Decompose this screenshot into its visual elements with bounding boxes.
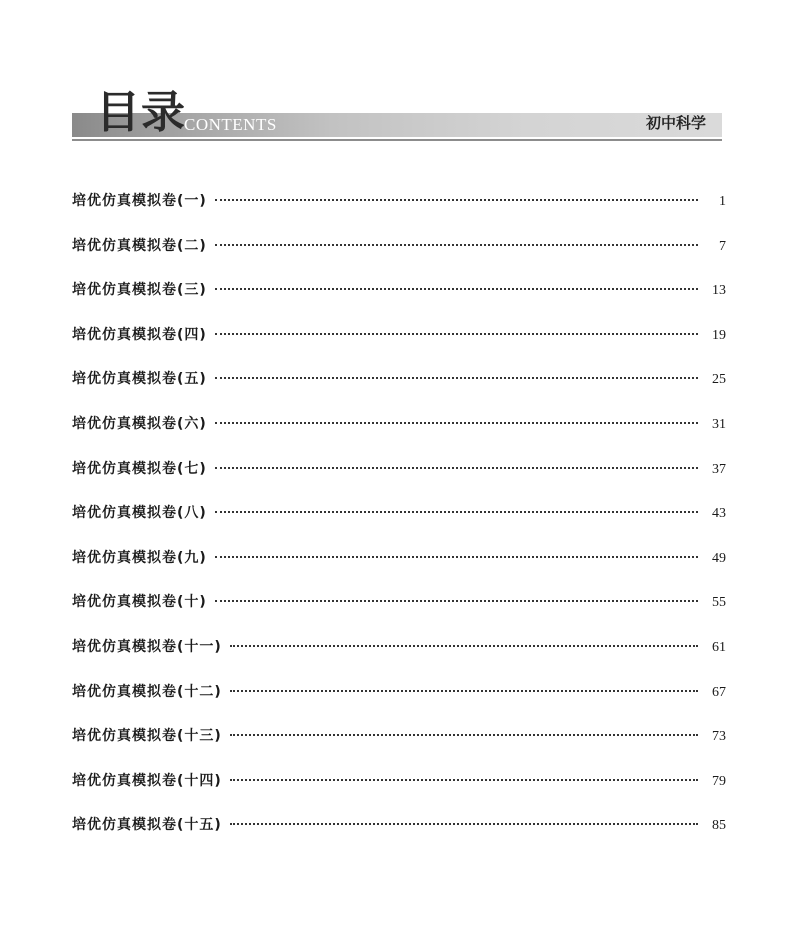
toc-entry[interactable]: [72, 681, 726, 726]
toc-entry[interactable]: [72, 547, 726, 592]
toc-entry[interactable]: [72, 814, 726, 859]
toc-entry-title: 培优仿真模拟卷(十一): [72, 638, 222, 655]
toc-entry-page: 31: [712, 416, 726, 432]
toc-entry-page: 25: [712, 372, 726, 388]
toc-entry[interactable]: [72, 324, 726, 369]
toc-entry-title: 培优仿真模拟卷(三): [72, 282, 207, 299]
toc-entry-title: 培优仿真模拟卷(十三): [72, 728, 222, 745]
toc-entry-page: 37: [712, 461, 726, 477]
toc-leader-dots: [215, 422, 698, 424]
toc-leader-dots: [215, 600, 698, 602]
toc-entry-title: 培优仿真模拟卷(六): [72, 415, 207, 432]
toc-leader-dots: [215, 199, 698, 201]
toc-entry-title: 培优仿真模拟卷(十五): [72, 817, 222, 834]
toc-entry-page: 79: [712, 773, 726, 789]
toc-entry-page: 49: [712, 550, 726, 566]
page-title: 目录: [96, 87, 186, 138]
toc-leader-dots: [215, 556, 698, 558]
toc-entry[interactable]: [72, 591, 726, 636]
subject-tag: 初中科学: [645, 114, 706, 132]
toc-entry-page: 61: [712, 639, 726, 655]
toc-leader-dots: [230, 734, 698, 736]
table-of-contents: [72, 190, 726, 859]
toc-entry[interactable]: [72, 725, 726, 770]
toc-leader-dots: [215, 511, 698, 513]
toc-entry-title: 培优仿真模拟卷(九): [72, 549, 207, 566]
toc-entry-title: 培优仿真模拟卷(七): [72, 460, 207, 477]
toc-entry-title: 培优仿真模拟卷(十四): [72, 772, 222, 789]
page-subtitle: CONTENTS: [184, 115, 277, 134]
toc-entry[interactable]: [72, 368, 726, 413]
header-rule: [72, 139, 722, 141]
toc-entry[interactable]: [72, 413, 726, 458]
toc-leader-dots: [230, 645, 698, 647]
toc-leader-dots: [230, 779, 698, 781]
toc-entry-page: 67: [712, 684, 726, 700]
toc-leader-dots: [215, 467, 698, 469]
toc-leader-dots: [215, 244, 698, 246]
toc-leader-dots: [215, 377, 698, 379]
toc-entry-page: 19: [712, 327, 726, 343]
toc-leader-dots: [215, 333, 698, 335]
toc-entry-page: 55: [712, 595, 726, 611]
toc-entry[interactable]: [72, 502, 726, 547]
contents-header: [72, 87, 722, 147]
toc-entry-title: 培优仿真模拟卷(一): [72, 193, 207, 209]
toc-entry-title: 培优仿真模拟卷(十): [72, 594, 207, 611]
toc-entry-title: 培优仿真模拟卷(四): [72, 326, 207, 343]
toc-entry[interactable]: [72, 636, 726, 681]
toc-entry-page: 13: [712, 283, 726, 299]
toc-entry-page: 1: [719, 194, 726, 209]
toc-leader-dots: [215, 288, 698, 290]
toc-entry-title: 培优仿真模拟卷(八): [72, 505, 207, 522]
toc-entry[interactable]: [72, 770, 726, 815]
toc-entry-page: 85: [712, 818, 726, 834]
toc-leader-dots: [230, 690, 698, 692]
toc-entry-page: 73: [712, 729, 726, 745]
toc-entry[interactable]: [72, 279, 726, 324]
toc-entry[interactable]: [72, 190, 726, 235]
toc-entry-title: 培优仿真模拟卷(十二): [72, 683, 222, 700]
toc-entry-page: 7: [719, 238, 726, 254]
toc-entry[interactable]: [72, 458, 726, 503]
toc-entry-title: 培优仿真模拟卷(二): [72, 237, 207, 254]
toc-leader-dots: [230, 823, 698, 825]
toc-entry-title: 培优仿真模拟卷(五): [72, 371, 207, 388]
toc-entry-page: 43: [712, 506, 726, 522]
toc-entry[interactable]: [72, 235, 726, 280]
